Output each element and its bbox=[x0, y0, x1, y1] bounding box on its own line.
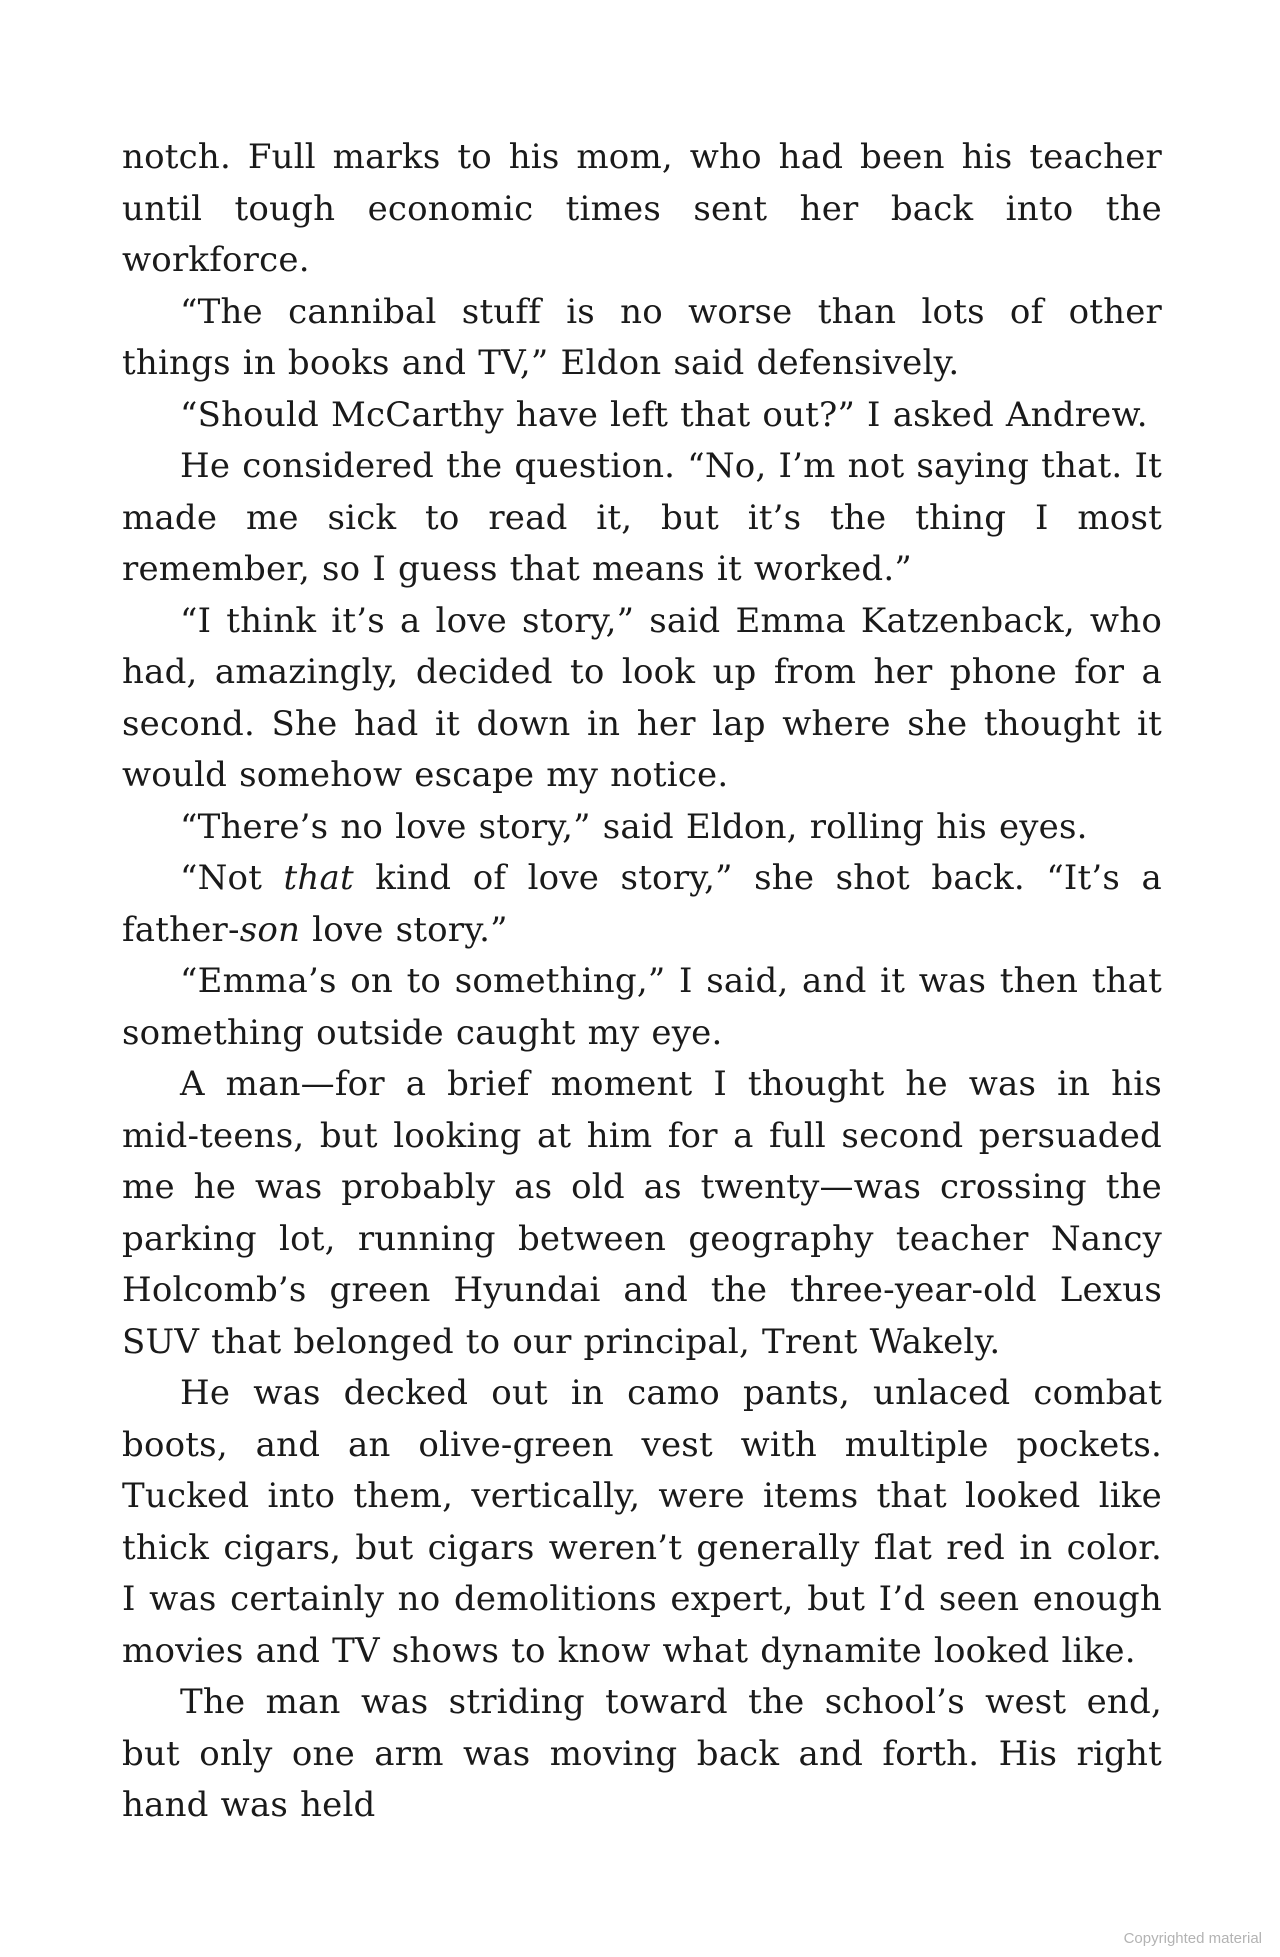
paragraph: He considered the question. “No, I’m not saying that. It made me sick to read it, but it’s the thing I most remember, so I guess that means it worked.” bbox=[122, 446, 1162, 589]
paragraph: A man—for a brief moment I thought he was in his mid-teens, but looking at him for a full second persuaded me he was probably as old as twenty—was crossing the parking lot, running between geography teacher Nancy Holcomb’s green Hyundai and the three-year-old Lexus SUV that belonged to our principal, Trent Wakely. bbox=[122, 1064, 1162, 1362]
paragraph bbox=[122, 853, 1162, 956]
book-page-text bbox=[122, 132, 1162, 1832]
italic-text-segment: son bbox=[239, 909, 301, 950]
text-segment: “Not bbox=[180, 858, 284, 898]
text-segment: kind of love story,” she shot back. “It’s a father- bbox=[122, 858, 1162, 950]
text-segment: love story.” bbox=[300, 909, 508, 950]
italic-text-segment: that bbox=[283, 858, 354, 898]
copyright-notice: Copyrighted material bbox=[1123, 1930, 1262, 1947]
paragraph: “The cannibal stuff is no worse than lots of other things in books and TV,” Eldon said defensively. bbox=[122, 291, 1162, 383]
paragraph: He was decked out in camo pants, unlaced combat boots, and an olive-green vest with multiple pockets. Tucked into them, vertically, were items that looked like thick cigars, but cigars weren’t generally flat red in color. I was certainly no demolitions expert, but I’d seen enough movies and TV shows to know what dynamite looked like. bbox=[122, 1373, 1162, 1671]
paragraph: The man was striding toward the school’s west end, but only one arm was moving back and forth. His right hand was held bbox=[122, 1682, 1162, 1825]
paragraph: “Emma’s on to something,” I said, and it was then that something outside caught my eye. bbox=[122, 961, 1162, 1053]
paragraph: “There’s no love story,” said Eldon, rolling his eyes. bbox=[180, 806, 1088, 847]
paragraph: “I think it’s a love story,” said Emma Katzenback, who had, amazingly, decided to look up from her phone for a second. She had it down in her lap where she thought it would somehow escape my notice. bbox=[122, 600, 1162, 795]
paragraph: “Should McCarthy have left that out?” I asked Andrew. bbox=[180, 394, 1148, 435]
paragraph: notch. Full marks to his mom, who had been his teacher until tough economic times sent her back into the workforce. bbox=[122, 137, 1162, 280]
